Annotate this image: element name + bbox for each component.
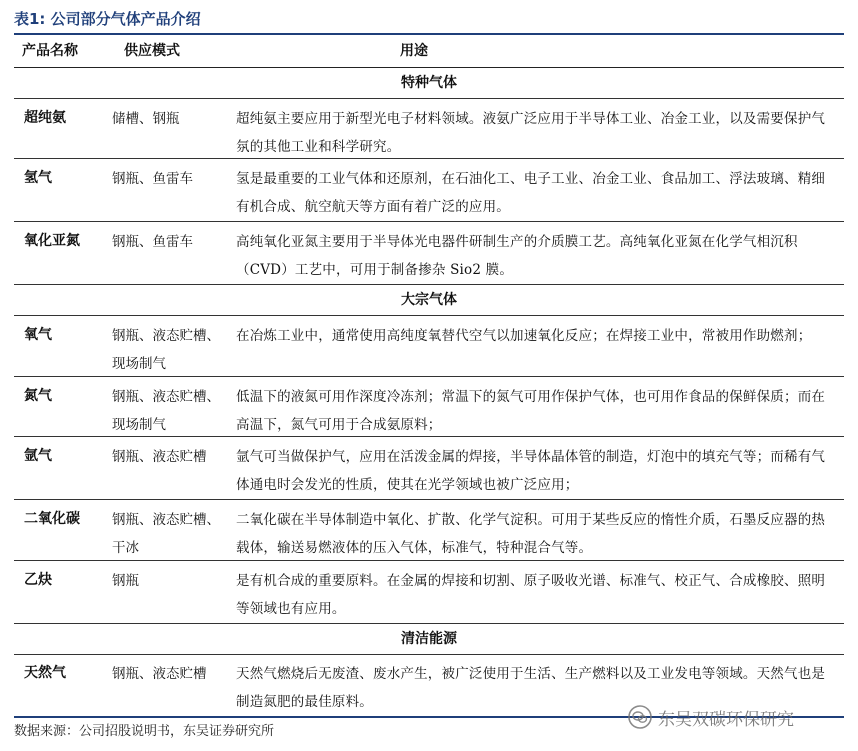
row-name: 氩气 xyxy=(24,448,52,464)
row-name: 乙炔 xyxy=(24,572,52,588)
table-row xyxy=(14,99,844,159)
watermark-text: 东吴双碳环保研究 xyxy=(658,709,794,730)
table-row xyxy=(14,377,844,437)
header-supply: 供应模式 xyxy=(124,43,180,59)
table-row xyxy=(14,222,844,284)
row-name: 超纯氨 xyxy=(24,110,66,126)
section-bulk-gas: 大宗气体 xyxy=(14,284,844,316)
row-name: 氮气 xyxy=(24,388,52,404)
table-row xyxy=(14,561,844,623)
row-use: 是有机合成的重要原料。在金属的焊接和切割、原子吸收光谱、标准气、校正气、合成橡胶、照明等领域也有应用。 xyxy=(236,573,826,617)
table-row xyxy=(14,437,844,500)
row-name: 氧化亚氮 xyxy=(24,233,80,249)
row-use: 天然气燃烧后无废渣、废水产生，被广泛使用于生活、生产燃料以及工业发电等领域。天然气也是制造氮肥的最佳原料。 xyxy=(236,666,826,710)
row-supply: 钢瓶、鱼雷车 xyxy=(112,234,193,250)
row-supply: 钢瓶、液态贮槽、现场制气 xyxy=(112,328,220,372)
header-use: 用途 xyxy=(400,43,428,59)
row-use: 氩气可当做保护气，应用在活泼金属的焊接，半导体晶体管的制造，灯泡中的填充气等；而稀有气体通电时会发光的性质，使其在光学领域也被广泛应用； xyxy=(236,449,826,493)
header-name: 产品名称 xyxy=(22,43,78,59)
row-use: 氢是最重要的工业气体和还原剂，在石油化工、电子工业、冶金工业、食品加工、浮法玻璃、精细有机合成、航空航天等方面有着广泛的应用。 xyxy=(236,171,826,215)
row-name: 氢气 xyxy=(24,170,52,186)
row-supply: 钢瓶、液态贮槽、现场制气 xyxy=(112,389,220,433)
row-supply: 钢瓶 xyxy=(112,573,139,589)
table-row xyxy=(14,316,844,377)
section-special-gas: 特种气体 xyxy=(14,68,844,99)
row-use: 低温下的液氮可用作深度冷冻剂；常温下的氮气可用作保护气体，也可用作食品的保鲜保质；而在高温下，氮气可用于合成氨原料； xyxy=(236,389,826,433)
row-use: 超纯氨主要应用于新型光电子材料领域。液氨广泛应用于半导体工业、冶金工业，以及需要保护气氛的其他工业和科学研究。 xyxy=(236,111,826,155)
row-name: 氧气 xyxy=(24,327,52,343)
row-supply: 钢瓶、液态贮槽 xyxy=(112,449,207,465)
table-row xyxy=(14,500,844,561)
section-clean-energy: 清洁能源 xyxy=(14,623,844,655)
row-use: 二氧化碳在半导体制造中氧化、扩散、化学气淀积。可用于某些反应的惰性介质，石墨反应器的热载体，输送易燃液体的压入气体，标准气，特种混合气等。 xyxy=(236,512,826,556)
wechat-icon xyxy=(628,705,652,729)
row-name: 天然气 xyxy=(24,665,66,681)
row-supply: 钢瓶、鱼雷车 xyxy=(112,171,193,187)
data-source-note: 数据来源：公司招股说明书，东吴证券研究所 xyxy=(14,724,275,739)
row-name: 二氧化碳 xyxy=(24,511,80,527)
table-row xyxy=(14,159,844,222)
row-use: 高纯氧化亚氮主要用于半导体光电器件研制生产的介质膜工艺。高纯氧化亚氮在化学气相沉积（CVD）工艺中，可用于制备掺杂 Sio2 膜。 xyxy=(236,234,798,278)
row-supply: 钢瓶、液态贮槽 xyxy=(112,666,207,682)
row-use: 在冶炼工业中，通常使用高纯度氧替代空气以加速氧化反应；在焊接工业中，常被用作助燃剂； xyxy=(236,328,812,344)
table-header xyxy=(14,35,844,68)
watermark xyxy=(628,703,794,731)
row-supply: 储槽、钢瓶 xyxy=(112,111,180,127)
row-supply: 钢瓶、液态贮槽、干冰 xyxy=(112,512,220,556)
table-caption: 表1: 公司部分气体产品介绍 xyxy=(14,6,844,35)
